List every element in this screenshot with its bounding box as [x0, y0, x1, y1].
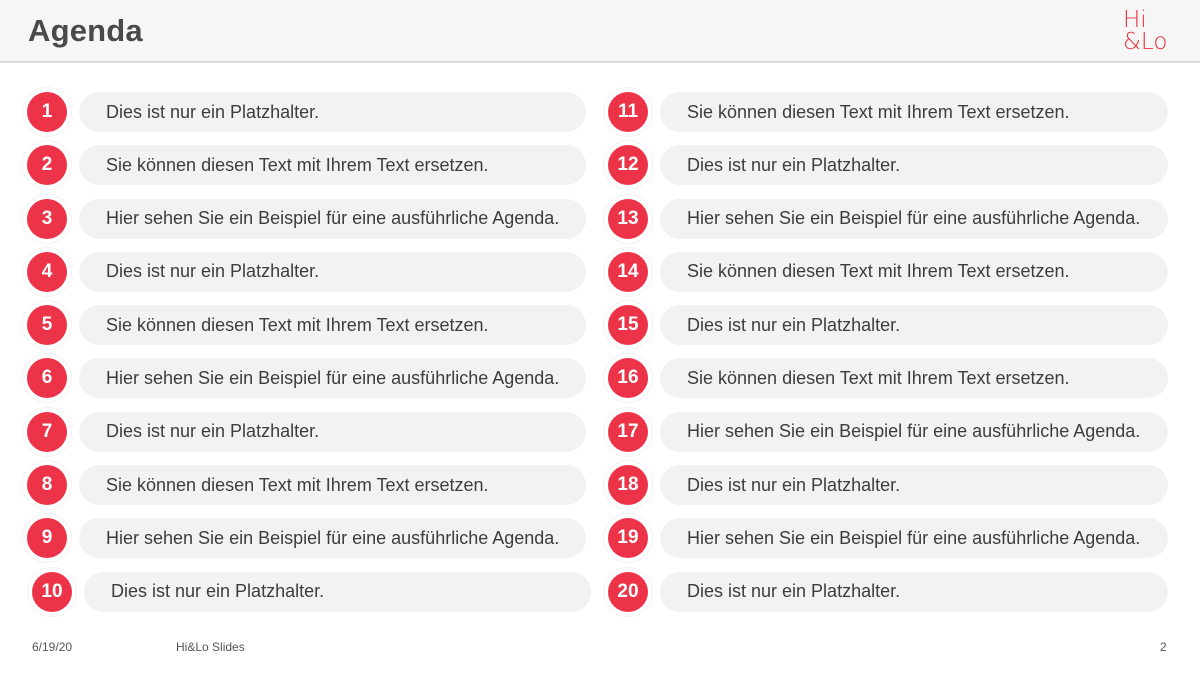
agenda-number-badge: 8: [27, 465, 67, 505]
agenda-number-badge: 4: [27, 252, 67, 292]
agenda-item: [27, 305, 489, 345]
agenda-number-badge: 2: [27, 145, 67, 185]
agenda-number-badge: 17: [608, 412, 648, 452]
agenda-number-badge: 10: [32, 572, 72, 612]
agenda-item-text: Dies ist nur ein Platzhalter.: [79, 92, 586, 132]
agenda-number-badge: 6: [27, 358, 67, 398]
slide-title: Agenda: [28, 13, 143, 48]
agenda-number-badge: 9: [27, 518, 67, 558]
agenda-number-badge: 11: [608, 92, 648, 132]
agenda-item: [27, 199, 560, 239]
agenda-number-badge: 13: [608, 199, 648, 239]
footer-brand: Hi&Lo Slides: [176, 640, 245, 654]
logo-line-1: Hi: [1123, 7, 1147, 33]
agenda-item-text: Sie können diesen Text mit Ihrem Text ersetzen.: [79, 145, 586, 185]
agenda-item-text: Dies ist nur ein Platzhalter.: [79, 412, 586, 452]
agenda-column-left: [27, 92, 560, 625]
footer-date: 6/19/20: [32, 640, 73, 654]
agenda-item: [27, 92, 320, 132]
agenda-item: [27, 252, 320, 292]
agenda-item-text: Sie können diesen Text mit Ihrem Text ersetzen.: [660, 252, 1168, 292]
agenda-number-badge: 5: [27, 305, 67, 345]
agenda-item-text: Dies ist nur ein Platzhalter.: [79, 252, 586, 292]
agenda-item-text: Hier sehen Sie ein Beispiel für eine ausführliche Agenda.: [79, 358, 586, 398]
agenda-number-badge: 1: [27, 92, 67, 132]
agenda-item-text: Hier sehen Sie ein Beispiel für eine ausführliche Agenda.: [660, 518, 1168, 558]
agenda-item-text: Hier sehen Sie ein Beispiel für eine ausführliche Agenda.: [660, 412, 1168, 452]
agenda-item-text: Sie können diesen Text mit Ihrem Text ersetzen.: [660, 92, 1168, 132]
agenda-number-badge: 19: [608, 518, 648, 558]
slide-header: [0, 0, 1200, 63]
agenda-item: [27, 358, 560, 398]
agenda-item-text: Sie können diesen Text mit Ihrem Text ersetzen.: [660, 358, 1168, 398]
agenda-item: [27, 518, 560, 558]
agenda-item-text: Hier sehen Sie ein Beispiel für eine ausführliche Agenda.: [79, 199, 586, 239]
agenda-item: [27, 465, 489, 505]
agenda-item-text: Dies ist nur ein Platzhalter.: [660, 465, 1168, 505]
agenda-number-badge: 14: [608, 252, 648, 292]
agenda-item-text: Hier sehen Sie ein Beispiel für eine ausführliche Agenda.: [79, 518, 586, 558]
agenda-item-text: Dies ist nur ein Platzhalter.: [84, 572, 591, 612]
agenda-item-text: Dies ist nur ein Platzhalter.: [660, 572, 1168, 612]
agenda-item-text: Dies ist nur ein Platzhalter.: [660, 305, 1168, 345]
agenda-number-badge: 15: [608, 305, 648, 345]
agenda-item-text: Hier sehen Sie ein Beispiel für eine ausführliche Agenda.: [660, 199, 1168, 239]
footer-page-number: 2: [1160, 640, 1167, 654]
logo-line-2: &Lo: [1123, 29, 1168, 55]
agenda-number-badge: 20: [608, 572, 648, 612]
hilo-logo: [1123, 9, 1167, 53]
agenda-number-badge: 7: [27, 412, 67, 452]
agenda-number-badge: 3: [27, 199, 67, 239]
agenda-item: [27, 145, 489, 185]
agenda-item-text: Sie können diesen Text mit Ihrem Text ersetzen.: [79, 305, 586, 345]
agenda-item-text: Sie können diesen Text mit Ihrem Text ersetzen.: [79, 465, 586, 505]
agenda-number-badge: 18: [608, 465, 648, 505]
agenda-item-text: Dies ist nur ein Platzhalter.: [660, 145, 1168, 185]
agenda-number-badge: 16: [608, 358, 648, 398]
agenda-item: [27, 412, 320, 452]
agenda-number-badge: 12: [608, 145, 648, 185]
